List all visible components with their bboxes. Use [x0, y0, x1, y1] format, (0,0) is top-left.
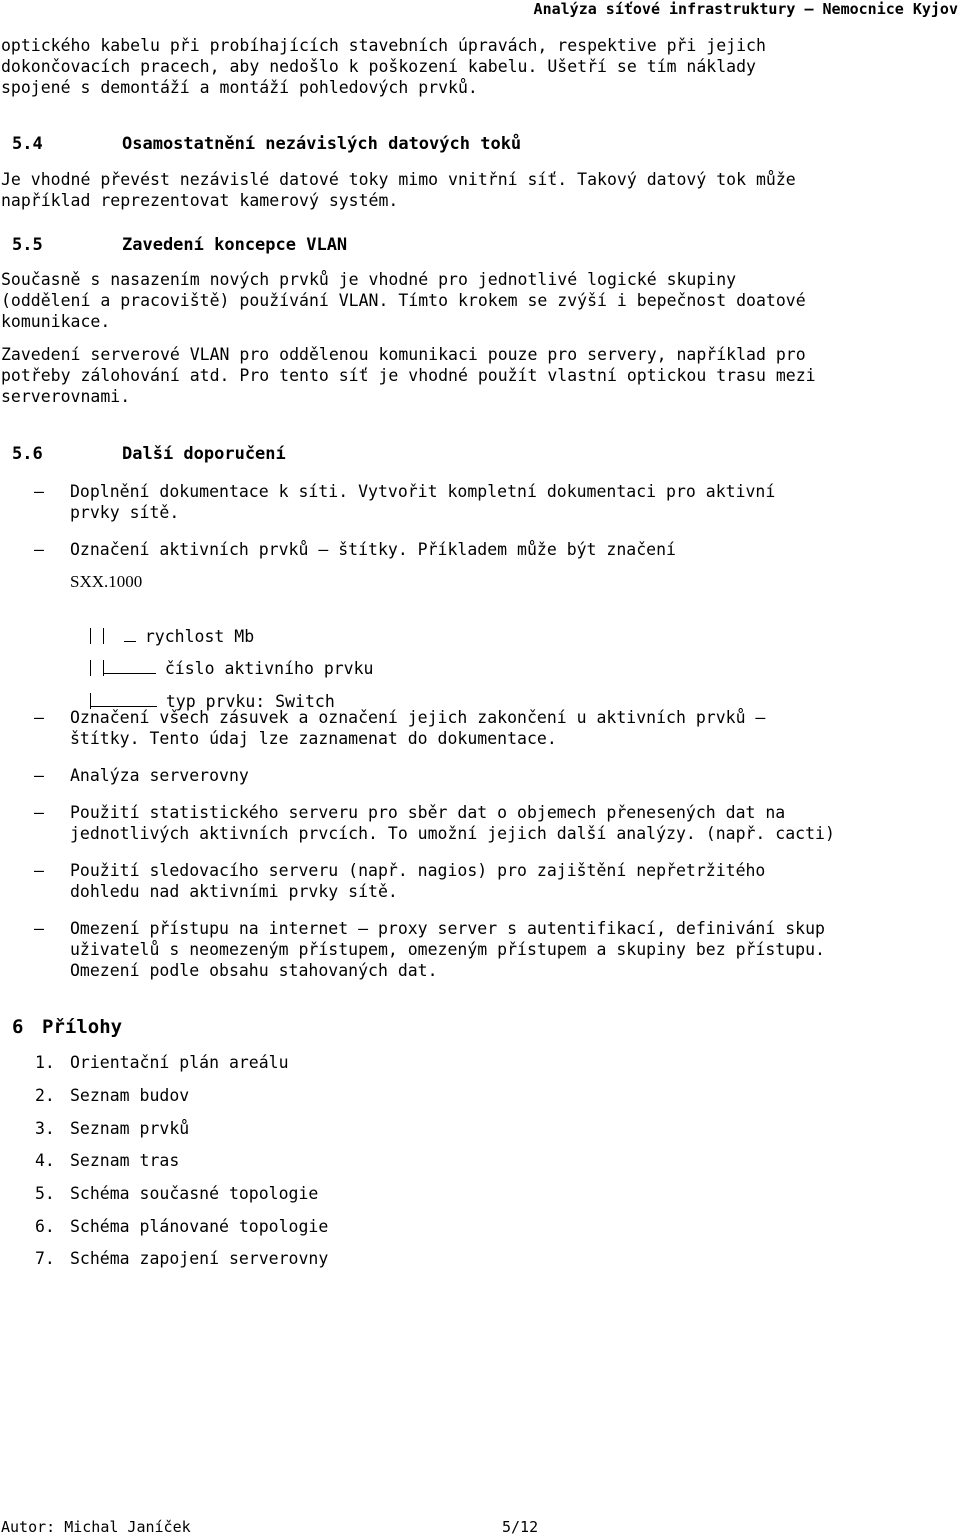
section-number: 5.6 — [12, 444, 43, 464]
list-index: 1. — [35, 1053, 55, 1072]
list-index: 4. — [35, 1151, 55, 1170]
bullet-item: Použití statistického serveru pro sběr dat o objemech přenesených dat na jednotlivých aktivních prvcích. To umožní jejich další analýzy. (např. cacti) — [70, 803, 835, 843]
list-index: 7. — [35, 1249, 55, 1268]
legend-text: rychlost Mb — [144, 627, 255, 646]
intro-paragraph: optického kabelu při probíhajících stavebních úpravách, respektive při jejich dokončovacích pracech, aby nedošlo k poškození kabelu. Ušetří se tím náklady spojené s demontáží a montáží pohledových prvků. — [1, 36, 766, 97]
section-title: Zavedení koncepce VLAN — [122, 235, 348, 255]
list-label: Seznam budov — [70, 1086, 190, 1105]
legend-text: číslo aktivního prvku — [164, 659, 374, 678]
list-index: 3. — [35, 1119, 55, 1138]
section-5-5-paragraph-2: Zavedení serverové VLAN pro oddělenou komunikaci pouze pro servery, například pro potřeby zálohování atd. Pro tento síť je vhodné použít vlastní optickou trasu mezi serverovnami. — [1, 345, 816, 406]
attachment-item — [35, 1118, 189, 1139]
list-label: Seznam tras — [70, 1151, 180, 1170]
list-index: 6. — [35, 1217, 55, 1236]
attachment-item — [35, 1183, 318, 1204]
list-label: Schéma zapojení serverovny — [70, 1249, 329, 1268]
list-index: 2. — [35, 1086, 55, 1105]
bullet-dash: – — [34, 861, 44, 880]
bullet-dash: – — [34, 482, 44, 501]
bullet-dash: – — [34, 540, 44, 559]
attachment-item — [35, 1052, 289, 1073]
bullet-item: Použití sledovacího serveru (např. nagios) pro zajištění nepřetržitého dohledu nad aktivními prvky sítě. — [70, 861, 766, 901]
running-header: Analýza síťové infrastruktury – Nemocnice Kyjov — [533, 0, 958, 18]
bullet-item: Označení aktivních prvků – štítky. Příkladem může být značení — [70, 540, 676, 559]
section-title: Přílohy — [42, 1016, 123, 1038]
footer-author: Autor: Michal Janíček — [1, 1518, 191, 1536]
section-heading-5-4 — [12, 134, 521, 155]
attachment-item — [35, 1216, 328, 1237]
label-code-example: SXX.1000 — [70, 572, 143, 591]
legend-text: typ prvku: Switch — [165, 692, 335, 711]
section-number: 5.4 — [12, 134, 43, 154]
attachment-item — [35, 1085, 189, 1106]
section-heading-5-6 — [12, 444, 286, 465]
attachment-item — [35, 1248, 328, 1269]
list-index: 5. — [35, 1184, 55, 1203]
bullet-dash: – — [34, 708, 44, 727]
footer-page-number: 5/12 — [502, 1518, 539, 1536]
list-label: Orientační plán areálu — [70, 1053, 289, 1072]
bullet-item: Označení všech zásuvek a označení jejich zakončení u aktivních prvků – štítky. Tento údaj lze zaznamenat do dokumentace. — [70, 708, 766, 748]
bullet-item: Analýza serverovny — [70, 766, 249, 785]
section-5-4-paragraph: Je vhodné převést nezávislé datové toky mimo vnitřní síť. Takový datový tok může například reprezentovat kamerový systém. — [1, 170, 796, 210]
bullet-item: Doplnění dokumentace k síti. Vytvořit kompletní dokumentaci pro aktivní prvky sítě. — [70, 482, 776, 522]
attachment-item — [35, 1150, 179, 1171]
bullet-dash: – — [34, 766, 44, 785]
section-5-5-paragraph-1: Současně s nasazením nových prvků je vhodné pro jednotlivé logické skupiny (oddělení a pracoviště) používání VLAN. Tímto krokem se zvýší i bepečnost doatové komunikace. — [1, 270, 806, 331]
diagram-line — [91, 694, 157, 707]
section-title: Další doporučení — [122, 444, 286, 464]
section-heading-6 — [12, 1017, 122, 1038]
list-label: Schéma současné topologie — [70, 1184, 319, 1203]
bullet-dash: – — [34, 803, 44, 822]
bullet-item: Omezení přístupu na internet – proxy server s autentifikací, definivání skup uživatelů s neomezeným přístupem, omezeným přístupem a skupiny bez přístupu. Omezení podle obsahu stahovaných dat. — [70, 919, 825, 980]
label-legend-device-type — [70, 670, 335, 712]
bullet-dash: – — [34, 919, 44, 938]
section-title: Osamostatnění nezávislých datových toků — [122, 134, 522, 154]
section-number: 6 — [12, 1016, 24, 1038]
list-label: Schéma plánované topologie — [70, 1217, 329, 1236]
section-number: 5.5 — [12, 235, 43, 255]
list-label: Seznam prvků — [70, 1119, 190, 1138]
section-heading-5-5 — [12, 235, 347, 256]
